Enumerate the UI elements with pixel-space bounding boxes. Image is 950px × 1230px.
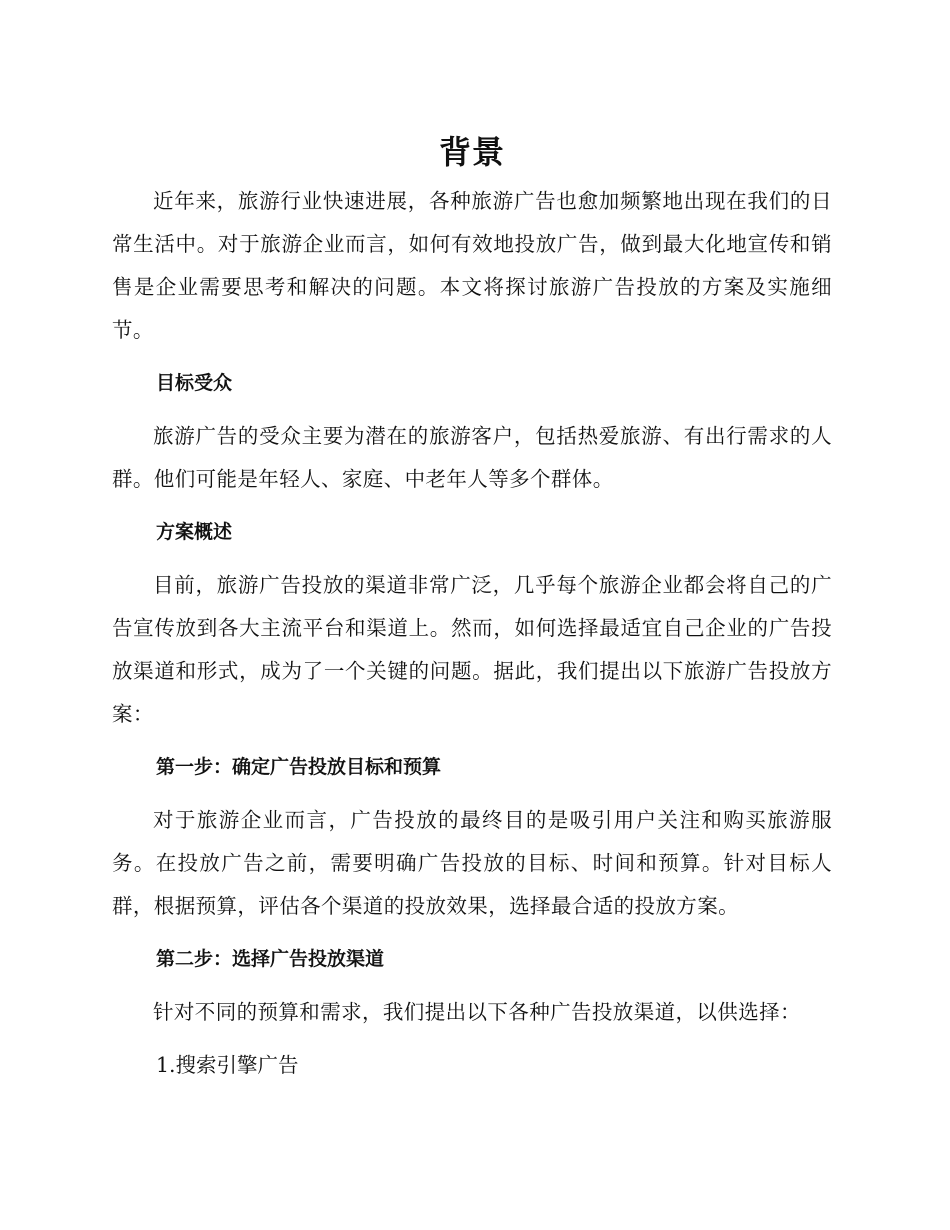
step2-paragraph: 针对不同的预算和需求，我们提出以下各种广告投放渠道，以供选择： xyxy=(153,1000,801,1024)
step1-heading: 第一步：确定广告投放目标和预算 xyxy=(156,756,442,778)
page-title: 背景 xyxy=(438,133,505,171)
list-item: 1.搜索引擎广告 xyxy=(156,1053,299,1077)
audience-heading: 目标受众 xyxy=(156,372,233,394)
audience-paragraph: 旅游广告的受众主要为潜在的旅游客户，包括热爱旅游、有出行需求的人群。他们可能是年轻人、家庭、中老年人等多个群体。 xyxy=(112,424,832,491)
intro-paragraph: 近年来，旅游行业快速进展，各种旅游广告也愈加频繁地出现在我们的日常生活中。对于旅游企业而言，如何有效地投放广告，做到最大化地宣传和销售是企业需要思考和解决的问题。本文将探讨旅游广告投放的方案及实施细节。 xyxy=(112,189,832,342)
step2-heading: 第二步：选择广告投放渠道 xyxy=(156,948,385,970)
overview-heading: 方案概述 xyxy=(156,521,233,543)
document-page xyxy=(112,130,832,1087)
overview-paragraph: 目前，旅游广告投放的渠道非常广泛，几乎每个旅游企业都会将自己的广告宣传放到各大主流平台和渠道上。然而，如何选择最适宜自己企业的广告投放渠道和形式，成为了一个关键的问题。据此，我们提出以下旅游广告投放方案： xyxy=(112,573,832,726)
step1-paragraph: 对于旅游企业而言，广告投放的最终目的是吸引用户关注和购买旅游服务。在投放广告之前，需要明确广告投放的目标、时间和预算。针对目标人群，根据预算，评估各个渠道的投放效果，选择最合适的投放方案。 xyxy=(112,808,832,918)
